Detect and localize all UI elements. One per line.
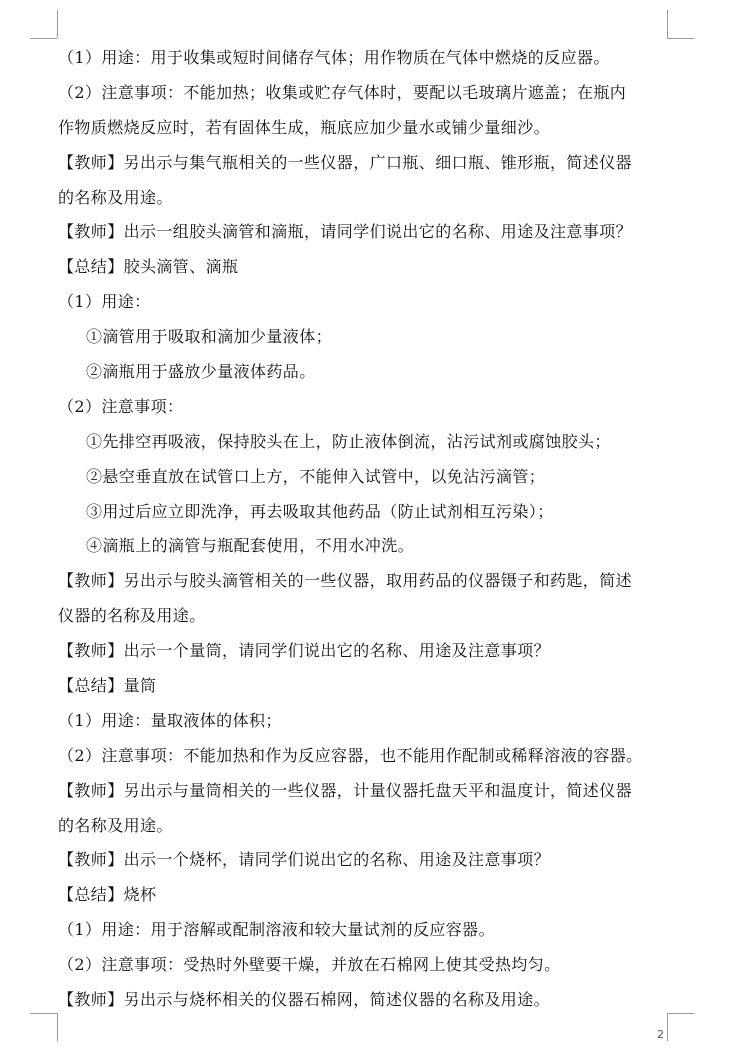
section-heading: 【总结】量筒 bbox=[58, 676, 157, 696]
list-item: ①滴管用于吸取和滴加少量液体； bbox=[86, 327, 333, 347]
text-line: 【教师】出示一个烧杯，请同学们说出它的名称、用途及注意事项？ bbox=[58, 850, 551, 870]
section-heading: 【总结】烧杯 bbox=[58, 885, 157, 905]
text-line: 【教师】另出示与胶头滴管相关的一些仪器，取用药品的仪器镊子和药匙，简述 bbox=[58, 571, 633, 591]
crop-mark-top-right bbox=[667, 10, 668, 38]
text-line: 仪器的名称及用途。 bbox=[58, 606, 206, 626]
text-line: （2）注意事项： bbox=[58, 396, 184, 416]
text-line: 的名称及用途。 bbox=[58, 815, 173, 835]
text-line: （1）用途：用于收集或短时间储存气体；用作物质在气体中燃烧的反应器。 bbox=[58, 48, 610, 67]
text-line: （2）注意事项：不能加热；收集或贮存气体时，要配以毛玻璃片遮盖；在瓶内 bbox=[58, 82, 627, 102]
crop-mark-top-left bbox=[57, 10, 58, 38]
list-item: ③用过后应立即洗净，再去吸取其他药品（防止试剂相互污染）； bbox=[86, 501, 554, 521]
text-line: （2）注意事项：受热时外壁要干燥，并放在石棉网上使其受热均匀。 bbox=[58, 955, 561, 975]
crop-mark-bottom-left bbox=[30, 1013, 57, 1014]
list-item: ②悬空垂直放在试管口上方，不能伸入试管中，以免沾污滴管； bbox=[86, 466, 546, 486]
text-line: 【教师】出示一组胶头滴管和滴瓶，请同学们说出它的名称、用途及注意事项？ bbox=[58, 222, 633, 242]
text-line: 【教师】出示一个量筒，请同学们说出它的名称、用途及注意事项？ bbox=[58, 641, 551, 661]
crop-mark-top-right bbox=[667, 38, 694, 39]
text-line: （2）注意事项：不能加热和作为反应容器，也不能用作配制或稀释溶液的容器。 bbox=[58, 745, 643, 765]
list-item: ①先排空再吸液，保持胶头在上，防止液体倒流，沾污试剂或腐蚀胶头； bbox=[86, 431, 611, 451]
list-item: ②滴瓶用于盛放少量液体药品。 bbox=[86, 362, 316, 382]
text-line: （1）用途：量取液体的体积； bbox=[58, 710, 282, 730]
document-body bbox=[58, 41, 676, 1018]
text-line: 【教师】另出示与量筒相关的一些仪器，计量仪器托盘天平和温度计，简述仪器 bbox=[58, 780, 633, 800]
text-line: （1）用途：用于溶解或配制溶液和较大量试剂的反应容器。 bbox=[58, 920, 495, 940]
list-item: ④滴瓶上的滴管与瓶配套使用，不用水冲洗。 bbox=[86, 536, 415, 556]
page-number: 2 bbox=[657, 1028, 664, 1041]
text-line: 【教师】另出示与烧杯相关的仪器石棉网，简述仪器的名称及用途。 bbox=[58, 990, 551, 1010]
text-line: 【教师】另出示与集气瓶相关的一些仪器，广口瓶、细口瓶、锥形瓶，简述仪器 bbox=[58, 152, 633, 172]
section-heading: 【总结】胶头滴管、滴瓶 bbox=[58, 257, 239, 277]
crop-mark-top-left bbox=[30, 38, 57, 39]
text-line: 的名称及用途。 bbox=[58, 187, 173, 207]
text-line: （1）用途： bbox=[58, 292, 151, 312]
text-line: 作物质燃烧反应时，若有固体生成，瓶底应加少量水或铺少量细沙。 bbox=[58, 117, 551, 137]
